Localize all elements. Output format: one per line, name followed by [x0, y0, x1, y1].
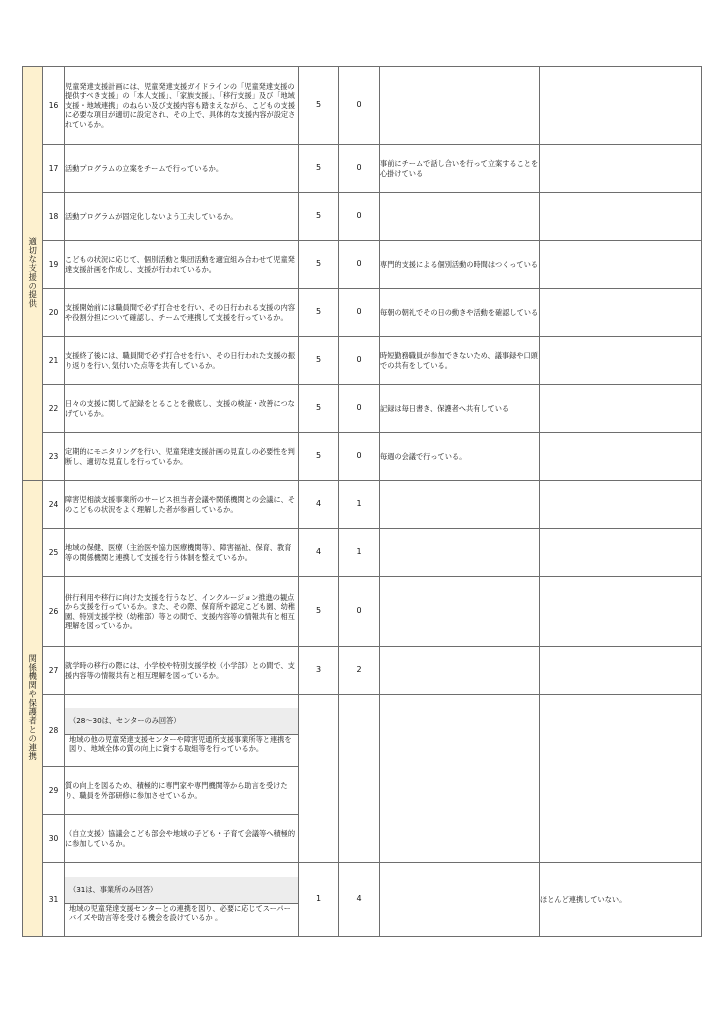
staff-note: [380, 647, 540, 695]
item-number: 31: [43, 863, 65, 937]
item-question: こどもの状況に応じて、個別活動と集団活動を適宜組み合わせて児童発達支援計画を作成し、支援が行われているか。: [65, 241, 299, 289]
item-number: 27: [43, 647, 65, 695]
item-number: 30: [43, 815, 65, 863]
table-row: [23, 433, 702, 481]
item-number: 16: [43, 67, 65, 145]
item-question: [65, 863, 299, 937]
improvement-comment: [540, 577, 702, 647]
item-question: 併行利用や移行に向けた支援を行うなど、インクルージョン推進の観点から支援を行っているか。また、その際、保育所や認定こども園、幼稚園、特別支援学校（幼稚部）等との間で、支援内容等の情報共有と相互理解を図っているか。: [65, 577, 299, 647]
item-question: 質の向上を図るため、積極的に専門家や専門機関等から助言を受けたり、職員を外部研修に参加させているか。: [65, 767, 299, 815]
improvement-comment: [540, 385, 702, 433]
staff-note: [380, 863, 540, 937]
item-number: 26: [43, 577, 65, 647]
staff-note: [380, 67, 540, 145]
yes-count: 4: [299, 529, 339, 577]
item-number: 29: [43, 767, 65, 815]
improvement-comment: [540, 481, 702, 529]
item-number: 20: [43, 289, 65, 337]
yes-count: 5: [299, 145, 339, 193]
staff-note: [380, 193, 540, 241]
category-liaison: [23, 481, 43, 937]
staff-note: 記録は毎日書き、保護者へ共有している: [380, 385, 540, 433]
staff-note: [380, 529, 540, 577]
staff-note: [380, 695, 540, 863]
item-question: 支援終了後には、職員間で必ず打合せを行い、その日行われた支援の振り返りを行い､気付いた点等を共有しているか。: [65, 337, 299, 385]
yes-count: [299, 695, 339, 863]
table-row: [23, 481, 702, 529]
no-count: 4: [339, 863, 380, 937]
table-row: [23, 337, 702, 385]
yes-count: 5: [299, 289, 339, 337]
staff-note: 毎朝の朝礼でその日の動きや活動を確認している: [380, 289, 540, 337]
answer-scope-note: （28～30は、センターのみ回答）: [65, 708, 298, 735]
item-number: 28: [43, 695, 65, 767]
staff-note: 事前にチームで話し合いを行って立案することを心掛けている: [380, 145, 540, 193]
no-count: 0: [339, 67, 380, 145]
improvement-comment: [540, 145, 702, 193]
yes-count: 5: [299, 337, 339, 385]
no-count: 0: [339, 193, 380, 241]
category-support-label: 適切な支援の提供: [27, 236, 38, 308]
table-row: [23, 241, 702, 289]
item-question-text: 地域の児童発達支援センターとの連携を図り、必要に応じてスーパーバイズや助言等を受ける機会を設けているか 。: [69, 903, 291, 922]
item-number: 19: [43, 241, 65, 289]
yes-count: 5: [299, 433, 339, 481]
category-support: [23, 67, 43, 481]
yes-count: 3: [299, 647, 339, 695]
table-row: [23, 385, 702, 433]
no-count: 0: [339, 337, 380, 385]
item-question: 障害児相談支援事業所のサービス担当者会議や関係機関との会議に、そのこどもの状況をよく理解した者が参画しているか。: [65, 481, 299, 529]
item-question: 就学時の移行の際には、小学校や特別支援学校（小学部）との間で、支援内容等の情報共有と相互理解を図っているか。: [65, 647, 299, 695]
table-row: [23, 67, 702, 145]
yes-count: 5: [299, 577, 339, 647]
table-row: [23, 647, 702, 695]
improvement-comment: [540, 337, 702, 385]
table-row: [23, 145, 702, 193]
item-number: 21: [43, 337, 65, 385]
no-count: 0: [339, 145, 380, 193]
improvement-comment: [540, 241, 702, 289]
table-row: [23, 289, 702, 337]
staff-note: 専門的支援による個別活動の時間はつくっている: [380, 241, 540, 289]
category-liaison-label: 関係機関や保護者との連携: [27, 653, 38, 761]
staff-note: 時短勤務職員が参加できないため、議事録や口頭での共有をしている。: [380, 337, 540, 385]
no-count: 1: [339, 481, 380, 529]
item-number: 18: [43, 193, 65, 241]
evaluation-table: [22, 66, 702, 937]
staff-note: [380, 577, 540, 647]
item-question: 活動プログラムの立案をチームで行っているか。: [65, 145, 299, 193]
yes-count: 1: [299, 863, 339, 937]
item-question: 地域の保健、医療（主治医や協力医療機関等）、障害福祉、保育、教育等の関係機関と連携して支援を行う体制を整えているか。: [65, 529, 299, 577]
no-count: 0: [339, 433, 380, 481]
item-number: 24: [43, 481, 65, 529]
no-count: 2: [339, 647, 380, 695]
yes-count: 5: [299, 67, 339, 145]
staff-note: [380, 481, 540, 529]
no-count: [339, 695, 380, 863]
improvement-comment: [540, 433, 702, 481]
no-count: 0: [339, 385, 380, 433]
improvement-comment: [540, 529, 702, 577]
item-question: （自立支援）協議会こども部会や地域の子ども・子育て会議等へ積極的に参加しているか。: [65, 815, 299, 863]
no-count: 0: [339, 289, 380, 337]
item-number: 23: [43, 433, 65, 481]
item-question: 日々の支援に関して記録をとることを徹底し、支援の検証・改善につなげているか。: [65, 385, 299, 433]
table-row: [23, 577, 702, 647]
no-count: 0: [339, 577, 380, 647]
yes-count: 5: [299, 241, 339, 289]
yes-count: 5: [299, 193, 339, 241]
improvement-comment: [540, 193, 702, 241]
improvement-comment: ほとんど連携していない。: [540, 863, 702, 937]
staff-note: 毎週の会議で行っている。: [380, 433, 540, 481]
improvement-comment: [540, 289, 702, 337]
yes-count: 4: [299, 481, 339, 529]
yes-count: 5: [299, 385, 339, 433]
item-question-text: 地域の他の児童発達支援センターや障害児通所支援事業所等と連携を図り、地域全体の質の向上に資する取組等を行っているか。: [69, 734, 292, 753]
item-number: 17: [43, 145, 65, 193]
item-question: 活動プログラムが固定化しないよう工夫しているか。: [65, 193, 299, 241]
item-question: 定期的にモニタリングを行い、児童発達支援計画の見直しの必要性を判断し、適切な見直しを行っているか。: [65, 433, 299, 481]
item-question: 児童発達支援計画には、児童発達支援ガイドラインの「児童発達支援の提供すべき支援」の「本人支援」、「家族支援」、「移行支援」及び「地域支援・地域連携」のねらい及び支援内容も踏まえながら、こどもの支援に必要な項目が適切に設定され、その上で、具体的な支援内容が設定されているか。: [65, 67, 299, 145]
item-question: [65, 695, 299, 767]
improvement-comment: [540, 67, 702, 145]
item-question: 支援開始前には職員間で必ず打合せを行い、その日行われる支援の内容や役割分担について確認し、チームで連携して支援を行っているか。: [65, 289, 299, 337]
improvement-comment: [540, 695, 702, 863]
improvement-comment: [540, 647, 702, 695]
table-row: [23, 695, 702, 767]
no-count: 0: [339, 241, 380, 289]
table-row: [23, 193, 702, 241]
no-count: 1: [339, 529, 380, 577]
table-row: [23, 529, 702, 577]
answer-scope-note: （31は、事業所のみ回答）: [65, 877, 298, 904]
item-number: 25: [43, 529, 65, 577]
table-row: [23, 863, 702, 937]
item-number: 22: [43, 385, 65, 433]
